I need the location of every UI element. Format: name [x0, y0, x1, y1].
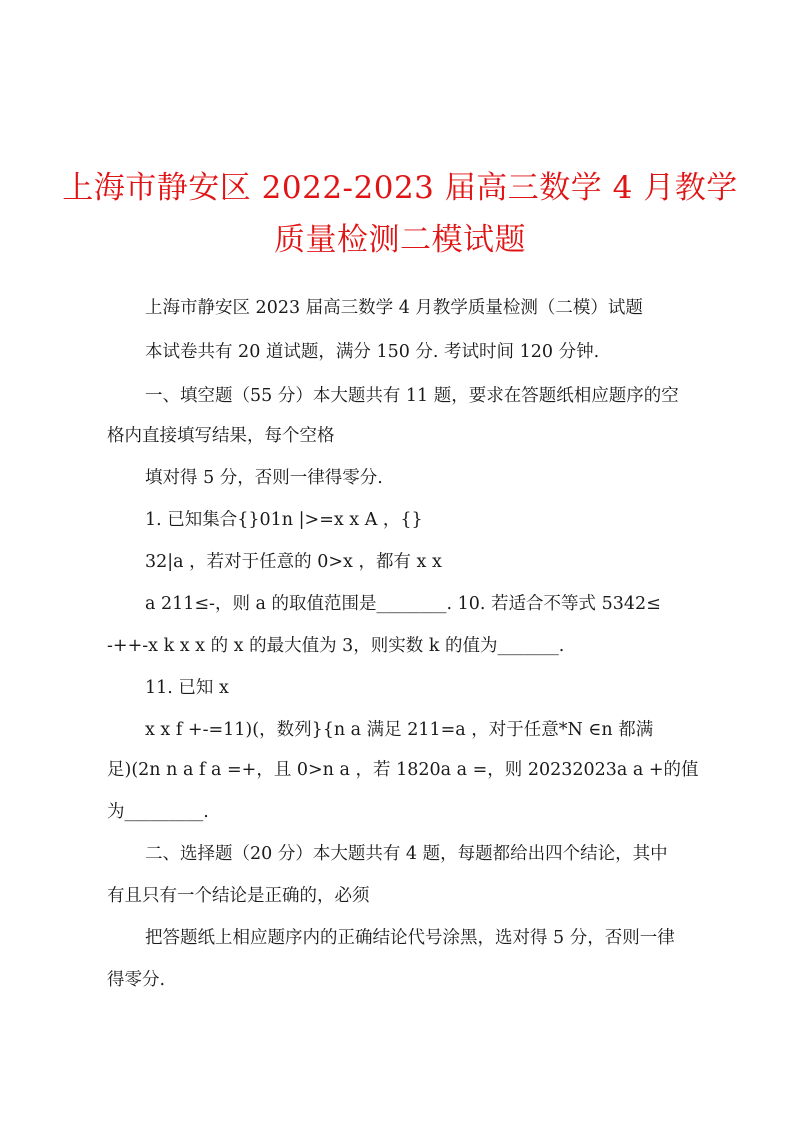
section-1-heading-cont: 格内直接填写结果，每个空格: [107, 426, 335, 446]
question-1-line-3: a 211≤-，则 a 的取值范围是________. 10. 若适合不等式 5342≤: [145, 594, 661, 614]
section-2-heading: 二、选择题（20 分）本大题共有 4 题，每题都给出四个结论，其中: [145, 844, 668, 864]
section-2-heading-cont: 有且只有一个结论是正确的，必须: [107, 886, 370, 906]
document-title-line-1: 上海市静安区 2022-2023 届高三数学 4 月教学: [62, 170, 738, 206]
document-title-line-2: 质量检测二模试题: [274, 222, 526, 258]
question-1-line-1: 1. 已知集合{}01n |>=x x A ，{}: [145, 510, 423, 530]
section-2-instructions-cont: 得零分.: [107, 970, 166, 990]
question-1-line-2: 32|a ，若对于任意的 0>x ，都有 x x: [145, 552, 442, 572]
section-1-scoring: 填对得 5 分，否则一律得零分.: [145, 468, 383, 488]
question-10-line: -++-x k x x 的 x 的最大值为 3，则实数 k 的值为_______.: [107, 636, 565, 656]
exam-info: 本试卷共有 20 道试题，满分 150 分. 考试时间 120 分钟.: [145, 342, 600, 362]
question-11-line-1: 11. 已知 x: [145, 678, 229, 698]
question-11-line-4: 为_________.: [107, 802, 209, 822]
question-11-line-3: 足)(2n n a f a =+，且 0>n a ，若 1820a a =，则 20232023a a +的值: [107, 760, 699, 780]
section-1-heading: 一、填空题（55 分）本大题共有 11 题，要求在答题纸相应题序的空: [145, 386, 679, 406]
exam-subtitle: 上海市静安区 2023 届高三数学 4 月教学质量检测（二模）试题: [145, 298, 643, 318]
section-2-instructions: 把答题纸上相应题序内的正确结论代号涂黑，选对得 5 分，否则一律: [145, 928, 675, 948]
question-11-line-2: x x f +-=11)(，数列}{n a 满足 211=a ，对于任意*N ∈n 都满: [145, 720, 654, 740]
